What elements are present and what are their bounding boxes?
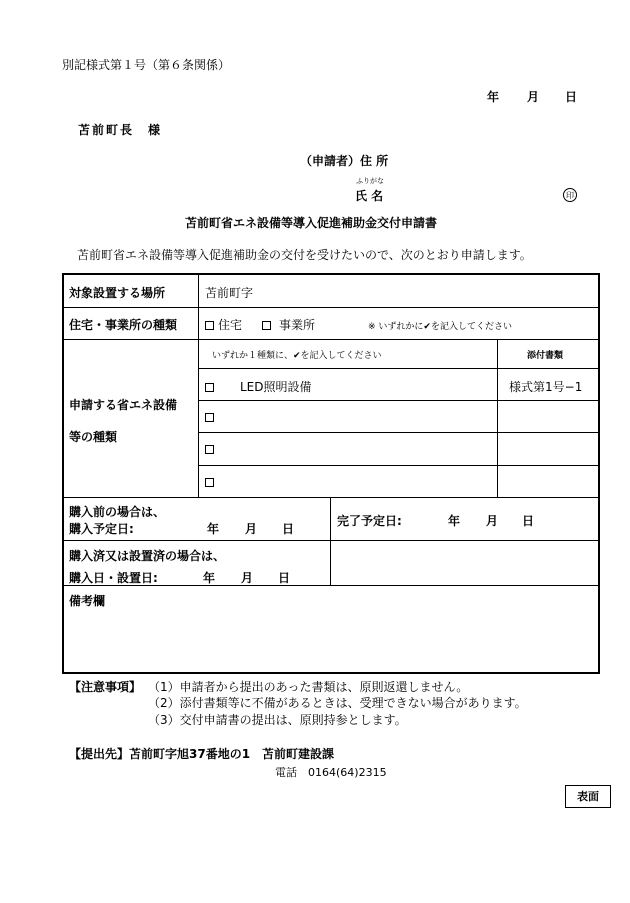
- name-label: 氏 名: [355, 189, 384, 203]
- addressee: 苫前町長 様: [78, 123, 163, 137]
- planned-date-label: 購入予定日:: [69, 522, 134, 536]
- type-note: ※ いずれかに✔を記入してください: [368, 322, 512, 332]
- after-purchase-label: 購入済又は設置済の場合は、: [69, 549, 226, 563]
- equipment-row[interactable]: [205, 378, 312, 395]
- option-office-label: 事業所: [279, 318, 316, 332]
- date-month: 月: [527, 90, 540, 104]
- completion-year: 年: [448, 514, 461, 528]
- completion-day: 日: [522, 514, 535, 528]
- install-day: 日: [278, 571, 291, 585]
- equipment-row[interactable]: [205, 410, 218, 424]
- furigana-label: ふりがな: [356, 177, 384, 185]
- date-day: 日: [565, 90, 578, 104]
- document-title: 苫前町省エネ設備等導入促進補助金交付申請書: [185, 216, 438, 230]
- checkbox-office[interactable]: [262, 321, 271, 330]
- applicant-address-label: （申請者）住 所: [300, 154, 389, 168]
- form-number: 別記様式第１号（第６条関係）: [62, 58, 231, 72]
- equipment-row[interactable]: [205, 475, 218, 489]
- option-house[interactable]: [205, 316, 242, 333]
- remarks-label: 備考欄: [69, 594, 106, 608]
- option-office[interactable]: [262, 316, 315, 333]
- location-value[interactable]: 苫前町字: [205, 286, 254, 300]
- equipment-name: LED照明設備: [240, 380, 312, 394]
- install-year: 年: [203, 571, 216, 585]
- checkbox-equipment-3[interactable]: [205, 445, 214, 454]
- equipment-row[interactable]: [205, 442, 218, 456]
- equipment-label-line1: 申請する省エネ設備: [69, 398, 178, 412]
- submission-destination: 【提出先】苫前町字旭37番地の1 苫前町建設課: [69, 747, 335, 761]
- note-item: （1）申請者から提出のあった書類は、原則返還しません。: [148, 680, 469, 694]
- location-label: 対象設置する場所: [69, 286, 166, 300]
- completion-month: 月: [486, 514, 499, 528]
- note-item: （2）添付書類等に不備があるときは、受理できない場合があります。: [148, 696, 527, 710]
- phone-number: 電話 0164(64)2315: [275, 766, 387, 779]
- building-type-label: 住宅・事業所の種類: [69, 318, 178, 332]
- planned-day: 日: [282, 522, 295, 536]
- before-purchase-label: 購入前の場合は、: [69, 505, 166, 519]
- remarks-area[interactable]: [64, 610, 598, 672]
- front-side-tag: 表面: [565, 785, 611, 808]
- checkbox-equipment-2[interactable]: [205, 413, 214, 422]
- attachment-value: 様式第1号−1: [509, 380, 583, 394]
- completion-date-label: 完了予定日:: [337, 514, 402, 528]
- equipment-label-line2: 等の種類: [69, 430, 118, 444]
- checkbox-equipment-1[interactable]: [205, 383, 214, 392]
- intro-text: 苫前町省エネ設備等導入促進補助金の交付を受けたいので、次のとおり申請します。: [77, 248, 532, 262]
- checkbox-house[interactable]: [205, 321, 214, 330]
- planned-year: 年: [207, 522, 220, 536]
- note-item: （3）交付申請書の提出は、原則持参とします。: [148, 713, 407, 727]
- equipment-note: いずれか１種類に、✔を記入してください: [212, 351, 382, 361]
- checkbox-equipment-4[interactable]: [205, 478, 214, 487]
- seal-mark: 印: [563, 188, 577, 202]
- date-year: 年: [487, 90, 500, 104]
- planned-month: 月: [245, 522, 258, 536]
- install-date-label: 購入日・設置日:: [69, 571, 158, 585]
- attachment-header: 添付書類: [527, 351, 564, 361]
- notes-heading: 【注意事項】: [69, 680, 142, 694]
- install-month: 月: [241, 571, 254, 585]
- option-house-label: 住宅: [218, 318, 243, 332]
